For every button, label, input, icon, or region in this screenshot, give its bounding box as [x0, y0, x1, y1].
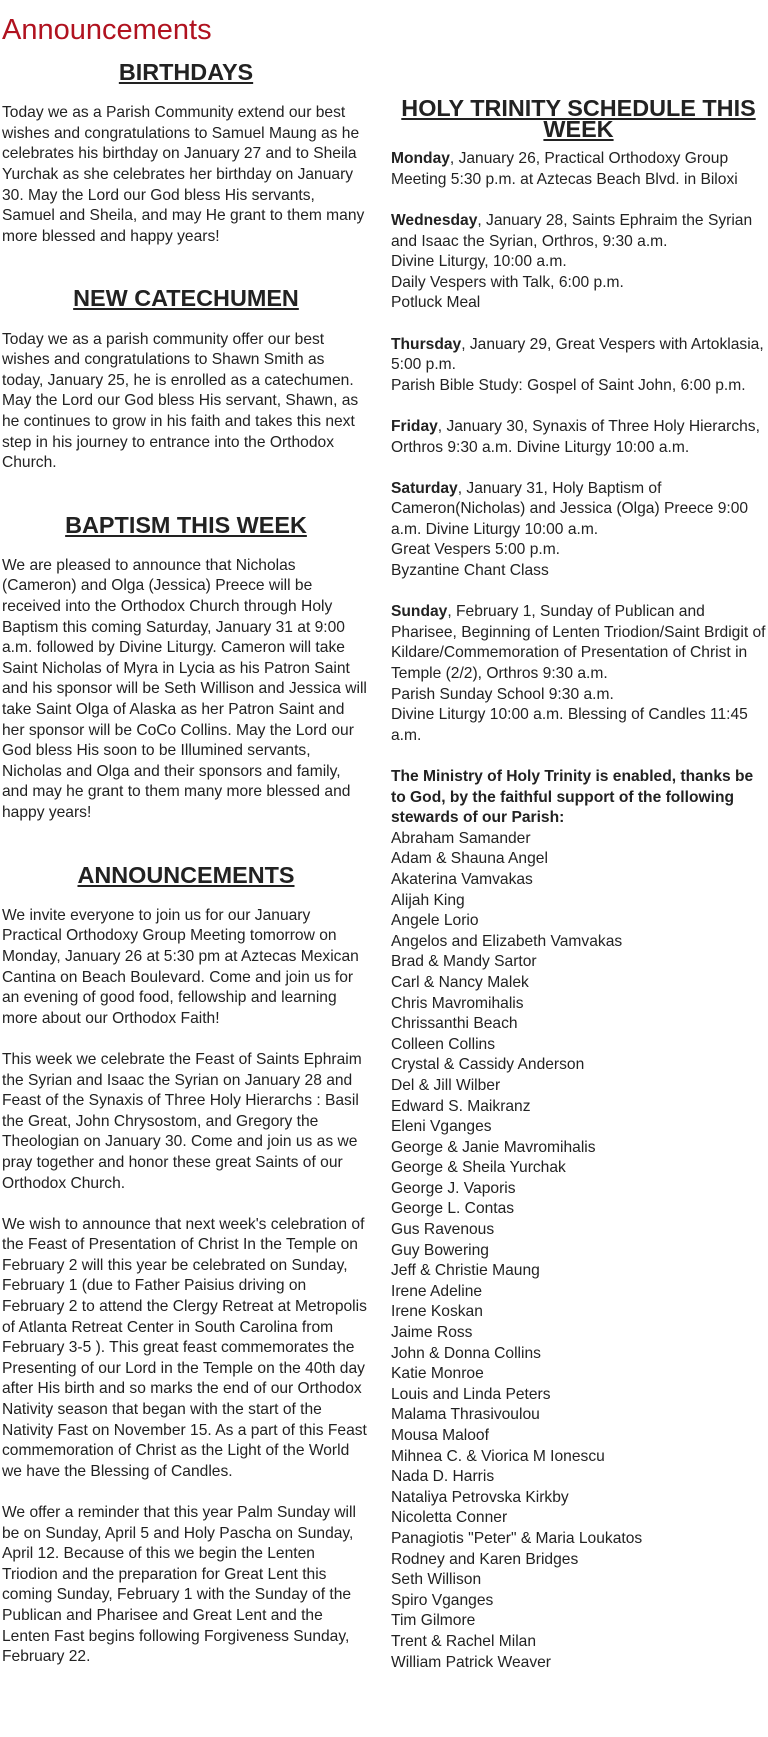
- schedule-day-friday: [391, 417, 766, 458]
- day-label: Thursday: [391, 335, 462, 353]
- steward-name: Trent & Rachel Milan: [391, 1632, 537, 1650]
- steward-name: Nataliya Petrovska Kirkby: [391, 1488, 569, 1506]
- steward-name: William Patrick Weaver: [391, 1653, 552, 1671]
- day-detail: , January 26, Practical Orthodoxy Group Meeting 5:30 p.m. at Aztecas Beach Blvd. in Biloxi: [391, 150, 738, 188]
- day-detail: , January 29, Great Vespers with Artoklasia, 5:00 p.m.: [391, 335, 764, 374]
- page-title: Announcements: [2, 14, 212, 46]
- steward-name: Nicoletta Conner: [391, 1509, 508, 1527]
- steward-name: Jaime Ross: [391, 1324, 473, 1342]
- baptism-heading: BAPTISM THIS WEEK: [65, 511, 307, 538]
- day-line: Divine Liturgy 10:00 a.m. Blessing of Candles 11:45 a.m.: [391, 706, 748, 744]
- announcement-paragraph: This week we celebrate the Feast of Saints Ephraim the Syrian and Isaac the Syrian on January 28 and Feast of the Synaxis of Three Holy Hierarchs : Basil the Great, John Chrysostom, and Gregory the Theologian on January 30. Come and join us as we pray together and honor these great Saints of our Orthodox Church.: [2, 1050, 362, 1192]
- baptism-text: We are pleased to announce that Nicholas (Cameron) and Olga (Jessica) Preece will be received into the Orthodox Church through Holy Baptism this coming Saturday, January 31 at 9:00 a.m. followed by Divine Liturgy. Cameron will take Saint Nicholas of Myra in Lycia as his Patron Saint and his sponsor will be Seth Willison and Jessica will take Saint Olga of Alaska as her Patron Saint and her sponsor will be CoCo Collins. May the Lord our God bless His soon to be Illumined servants, Nicholas and Olga and their sponsors and family, and may he grant to them many more blessed and happy years!: [2, 556, 367, 821]
- steward-name: Colleen Collins: [391, 1035, 496, 1053]
- day-line: Great Vespers 5:00 p.m.: [391, 541, 561, 559]
- day-line: Byzantine Chant Class: [391, 562, 549, 580]
- steward-name: Malama Thrasivoulou: [391, 1406, 540, 1424]
- catechumen-heading: NEW CATECHUMEN: [73, 285, 299, 312]
- schedule-day-wednesday: [391, 211, 766, 314]
- steward-name: Katie Monroe: [391, 1365, 484, 1383]
- steward-name: Chris Mavromihalis: [391, 994, 524, 1012]
- steward-name: George L. Contas: [391, 1200, 515, 1218]
- announcement-paragraph: We wish to announce that next week's celebration of the Feast of Presentation of Christ In the Temple on February 2 will this year be celebrated on Sunday, February 1 (due to Father Paisius driving on February 2 to attend the Clergy Retreat at Metropolis of Atlanta Retreat Center in South Carolina from February 3-5 ). This great feast commemorates the Presenting of our Lord in the Temple on the 40th day after His birth and so marks the end of our Orthodox Nativity season that began with the start of the Nativity Fast on November 15. As a part of this Feast commemoration of Christ as the Light of the World we have the Blessing of Candles.: [2, 1215, 367, 1480]
- steward-name: Louis and Linda Peters: [391, 1385, 551, 1403]
- day-line: Parish Bible Study: Gospel of Saint John, 6:00 p.m.: [391, 376, 746, 394]
- right-column: [391, 95, 766, 1673]
- steward-name: Gus Ravenous: [391, 1221, 495, 1239]
- steward-name: Panagiotis "Peter" & Maria Loukatos: [391, 1529, 643, 1547]
- steward-name: Guy Bowering: [391, 1241, 489, 1259]
- steward-name: Carl & Nancy Malek: [391, 973, 529, 991]
- day-label: Friday: [391, 417, 438, 435]
- birthdays-heading: BIRTHDAYS: [118, 59, 254, 85]
- steward-name: Abraham Samander: [391, 829, 531, 847]
- steward-name: Angele Lorio: [391, 912, 479, 930]
- day-line: Daily Vespers with Talk, 6:00 p.m.: [391, 273, 624, 291]
- steward-name: Rodney and Karen Bridges: [391, 1550, 579, 1568]
- schedule-day-thursday: [391, 335, 766, 397]
- steward-name: Akaterina Vamvakas: [391, 870, 533, 888]
- announcement-paragraph: We offer a reminder that this year Palm Sunday will be on Sunday, April 5 and Holy Pascha on Sunday, April 12. Because of this we begin the Lenten Triodion and the preparation for Great Lent this coming Sunday, February 1 with the Sunday of the Publican and Pharisee and Great Lent and the Lenten Fast begins following Forgiveness Sunday, February 22.: [2, 1504, 356, 1666]
- day-detail: , January 28, Saints Ephraim the Syrian and Isaac the Syrian, Orthros, 9:30 a.m.: [391, 211, 753, 250]
- announcements-heading: ANNOUNCEMENTS: [77, 861, 295, 888]
- left-column: [2, 59, 370, 1668]
- steward-name: Del & Jill Wilber: [391, 1076, 501, 1094]
- steward-name: Spiro Vganges: [391, 1591, 494, 1609]
- steward-name: George J. Vaporis: [391, 1179, 516, 1197]
- schedule-day-monday: [391, 149, 766, 190]
- day-label: Saturday: [391, 479, 458, 497]
- announcement-paragraph: We invite everyone to join us for our January Practical Orthodoxy Group Meeting tomorrow on Monday, January 26 at 5:30 pm at Aztecas Mexican Cantina on Beach Boulevard. Come and join us for an evening of good food, fellowship and learning more about our Orthodox Faith!: [2, 906, 359, 1027]
- schedule-day-saturday: [391, 479, 766, 582]
- schedule-day-sunday: [391, 602, 766, 746]
- day-label: Sunday: [391, 603, 448, 621]
- steward-name: Mihnea C. & Viorica M Ionescu: [391, 1447, 605, 1465]
- steward-name: Seth Willison: [391, 1571, 482, 1589]
- steward-name: Jeff & Christie Maung: [391, 1262, 540, 1280]
- stewards-intro: The Ministry of Holy Trinity is enabled, thanks be to God, by the faithful support of the following stewards of our Parish:: [391, 768, 754, 827]
- steward-name: Mousa Maloof: [391, 1427, 489, 1444]
- steward-name: George & Sheila Yurchak: [391, 1159, 566, 1177]
- day-detail: , February 1, Sunday of Publican and Pharisee, Beginning of Lenten Triodion/Saint Brdigit of Kildare/Commemoration of Presentation of Christ in Temple (2/2), Orthros 9:30 a.m.: [391, 603, 766, 683]
- schedule-heading: HOLY TRINITY SCHEDULE THIS WEEK: [401, 95, 756, 142]
- catechumen-text: Today we as a parish community offer our best wishes and congratulations to Shawn Smith as today, January 25, he is enrolled as a catechumen. May the Lord our God bless His servant, Shawn, as he continues to grow in his faith and takes this next step in his journey to entrance into the Orthodox Church.: [2, 330, 359, 472]
- steward-name: Edward S. Maikranz: [391, 1097, 531, 1115]
- day-label: Wednesday: [391, 211, 478, 229]
- day-label: Monday: [391, 150, 450, 168]
- steward-name: Brad & Mandy Sartor: [391, 953, 537, 971]
- stewards-list: [391, 829, 766, 1673]
- steward-name: Adam & Shauna Angel: [391, 850, 548, 868]
- steward-name: Crystal & Cassidy Anderson: [391, 1056, 585, 1074]
- steward-name: Tim Gilmore: [391, 1612, 476, 1630]
- steward-name: Alijah King: [391, 891, 465, 909]
- day-line: Potluck Meal: [391, 294, 481, 312]
- steward-name: John & Donna Collins: [391, 1344, 541, 1362]
- day-detail: , January 30, Synaxis of Three Holy Hierarchs, Orthros 9:30 a.m. Divine Liturgy 10:00 a.m.: [391, 417, 760, 456]
- steward-name: George & Janie Mavromihalis: [391, 1138, 596, 1156]
- steward-name: Irene Koskan: [391, 1303, 483, 1321]
- steward-name: Nada D. Harris: [391, 1468, 495, 1486]
- steward-name: Angelos and Elizabeth Vamvakas: [391, 932, 623, 950]
- steward-name: Chrissanthi Beach: [391, 1015, 518, 1033]
- day-line: Divine Liturgy, 10:00 a.m.: [391, 253, 567, 271]
- steward-name: Eleni Vganges: [391, 1118, 492, 1136]
- day-detail: , January 31, Holy Baptism of Cameron(Nicholas) and Jessica (Olga) Preece 9:00 a.m. Divine Liturgy 10:00 a.m.: [391, 479, 749, 538]
- birthdays-text: Today we as a Parish Community extend our best wishes and congratulations to Samuel Maung as he celebrates his birthday on January 27 and to Sheila Yurchak as she celebrates her birthday on January 30. May the Lord our God bless His servants, Samuel and Sheila, and may He grant to them many more blessed and happy years!: [2, 104, 365, 245]
- day-line: Parish Sunday School 9:30 a.m.: [391, 685, 614, 703]
- steward-name: Irene Adeline: [391, 1282, 483, 1300]
